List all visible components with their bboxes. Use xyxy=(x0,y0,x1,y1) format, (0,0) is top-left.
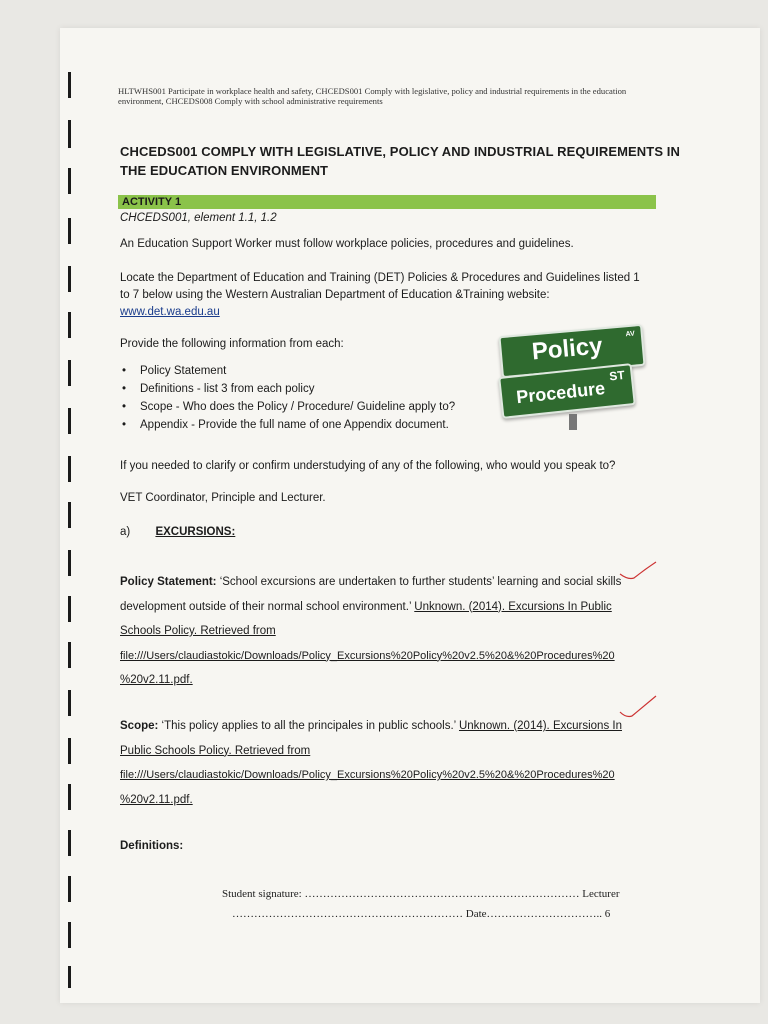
binding-mark xyxy=(68,738,71,764)
locate-instructions xyxy=(120,270,660,321)
policy-sign-sup: AV xyxy=(625,330,636,339)
binding-mark xyxy=(68,266,71,292)
det-website-link[interactable]: www.det.wa.edu.au xyxy=(120,306,220,318)
locate-line: Locate the Department of Education and Training (DET) Policies & Procedures and Guidelines listed 1 xyxy=(120,272,640,284)
info-bullet-list xyxy=(120,362,455,434)
binding-mark xyxy=(68,690,71,716)
element-reference: CHCEDS001, element 1.1, 1.2 xyxy=(120,212,277,224)
section-a-heading xyxy=(120,524,660,541)
policy-statement-label: Policy Statement: xyxy=(120,576,217,588)
section-a-marker: a) xyxy=(120,526,131,538)
scope-block xyxy=(120,714,660,812)
scope-reference: Public Schools Policy. Retrieved from xyxy=(120,744,311,757)
date-line: ……………………………………………………… Date………………………….. 6 xyxy=(232,908,611,920)
scope-file-link[interactable]: %20v2.11.pdf. xyxy=(120,793,193,806)
student-signature-line: Student signature: ………………………………………………………………… Lecturer xyxy=(222,888,620,900)
title-line: CHCEDS001 COMPLY WITH LEGISLATIVE, POLICY AND INDUSTRIAL REQUIREMENTS IN xyxy=(120,144,681,159)
policy-statement-text: development outside of their normal school environment.’ xyxy=(120,600,415,613)
policy-statement-block xyxy=(120,570,660,693)
locate-line: to 7 below using the Western Australian Department of Education &Training website: xyxy=(120,289,550,301)
binding-mark xyxy=(68,784,71,810)
binding-mark xyxy=(68,642,71,668)
header-line: HLTWHS001 Participate in workplace health and safety, CHCEDS001 Comply with legislative, policy and industrial requirements in the education xyxy=(118,86,627,96)
header-line: environment, CHCEDS008 Comply with school administrative requirements xyxy=(118,96,383,106)
clarify-question: If you needed to clarify or confirm understudying of any of the following, who would you speak to? xyxy=(120,460,616,472)
binding-mark xyxy=(68,360,71,386)
clarify-answer: VET Coordinator, Principle and Lecturer. xyxy=(120,492,326,504)
policy-procedure-sign-image xyxy=(480,330,652,430)
activity-label: ACTIVITY 1 xyxy=(122,196,182,208)
binding-mark xyxy=(68,72,71,98)
intro-text: An Education Support Worker must follow workplace policies, procedures and guidelines. xyxy=(120,238,574,250)
scope-reference: Unknown. (2014). Excursions In xyxy=(458,720,622,732)
policy-statement-file-link[interactable]: file:///Users/claudiastokic/Downloads/Policy_Excursions%20Policy%20v2.5%20&%20Procedures%20 xyxy=(120,649,615,662)
page-title xyxy=(120,142,680,180)
scope-file-link[interactable]: file:///Users/claudiastokic/Downloads/Policy_Excursions%20Policy%20v2.5%20&%20Procedures%20 xyxy=(120,769,615,781)
section-a-title: EXCURSIONS: xyxy=(155,526,236,538)
binding-mark xyxy=(68,456,71,482)
bullet-appendix: • Appendix - Provide the full name of one Appendix document. xyxy=(120,416,455,434)
title-line: THE EDUCATION ENVIRONMENT xyxy=(120,163,329,178)
bullet-definitions: • Definitions - list 3 from each policy xyxy=(120,380,455,398)
policy-sign-text: Policy xyxy=(530,332,604,366)
binding-mark xyxy=(68,168,71,194)
binding-mark xyxy=(68,550,71,576)
bullet-scope: • Scope - Who does the Policy / Procedure/ Guideline apply to? xyxy=(120,398,455,416)
binding-mark xyxy=(68,966,71,988)
sign-pole xyxy=(569,414,577,430)
binding-mark xyxy=(68,596,71,622)
binding-mark xyxy=(68,120,71,148)
procedure-sign-sup: ST xyxy=(608,367,626,384)
running-header xyxy=(118,86,658,106)
policy-statement-file-link[interactable]: %20v2.11.pdf. xyxy=(120,674,193,686)
binding-mark xyxy=(68,830,71,856)
binding-mark xyxy=(68,218,71,244)
policy-statement-text: ‘School excursions are undertaken to further students’ learning and social skills xyxy=(216,576,622,588)
binding-mark xyxy=(68,408,71,434)
policy-statement-reference: Schools Policy. Retrieved from xyxy=(120,625,276,637)
bullet-policy-statement: • Policy Statement xyxy=(120,362,455,380)
tick-mark-icon xyxy=(618,560,658,584)
binding-mark xyxy=(68,876,71,902)
procedure-sign-text: Procedure xyxy=(515,378,606,408)
provide-text: Provide the following information from each: xyxy=(120,338,344,350)
binding-mark xyxy=(68,922,71,948)
binding-mark xyxy=(68,312,71,338)
tick-mark-icon xyxy=(618,694,658,720)
scope-text: ‘This policy applies to all the principales in public schools.’ xyxy=(158,720,459,732)
scope-label: Scope: xyxy=(120,720,159,732)
activity-bar xyxy=(118,195,656,209)
binding-mark xyxy=(68,502,71,528)
policy-statement-reference: Unknown. (2014). Excursions In Public xyxy=(414,600,612,613)
definitions-label: Definitions: xyxy=(120,840,184,852)
